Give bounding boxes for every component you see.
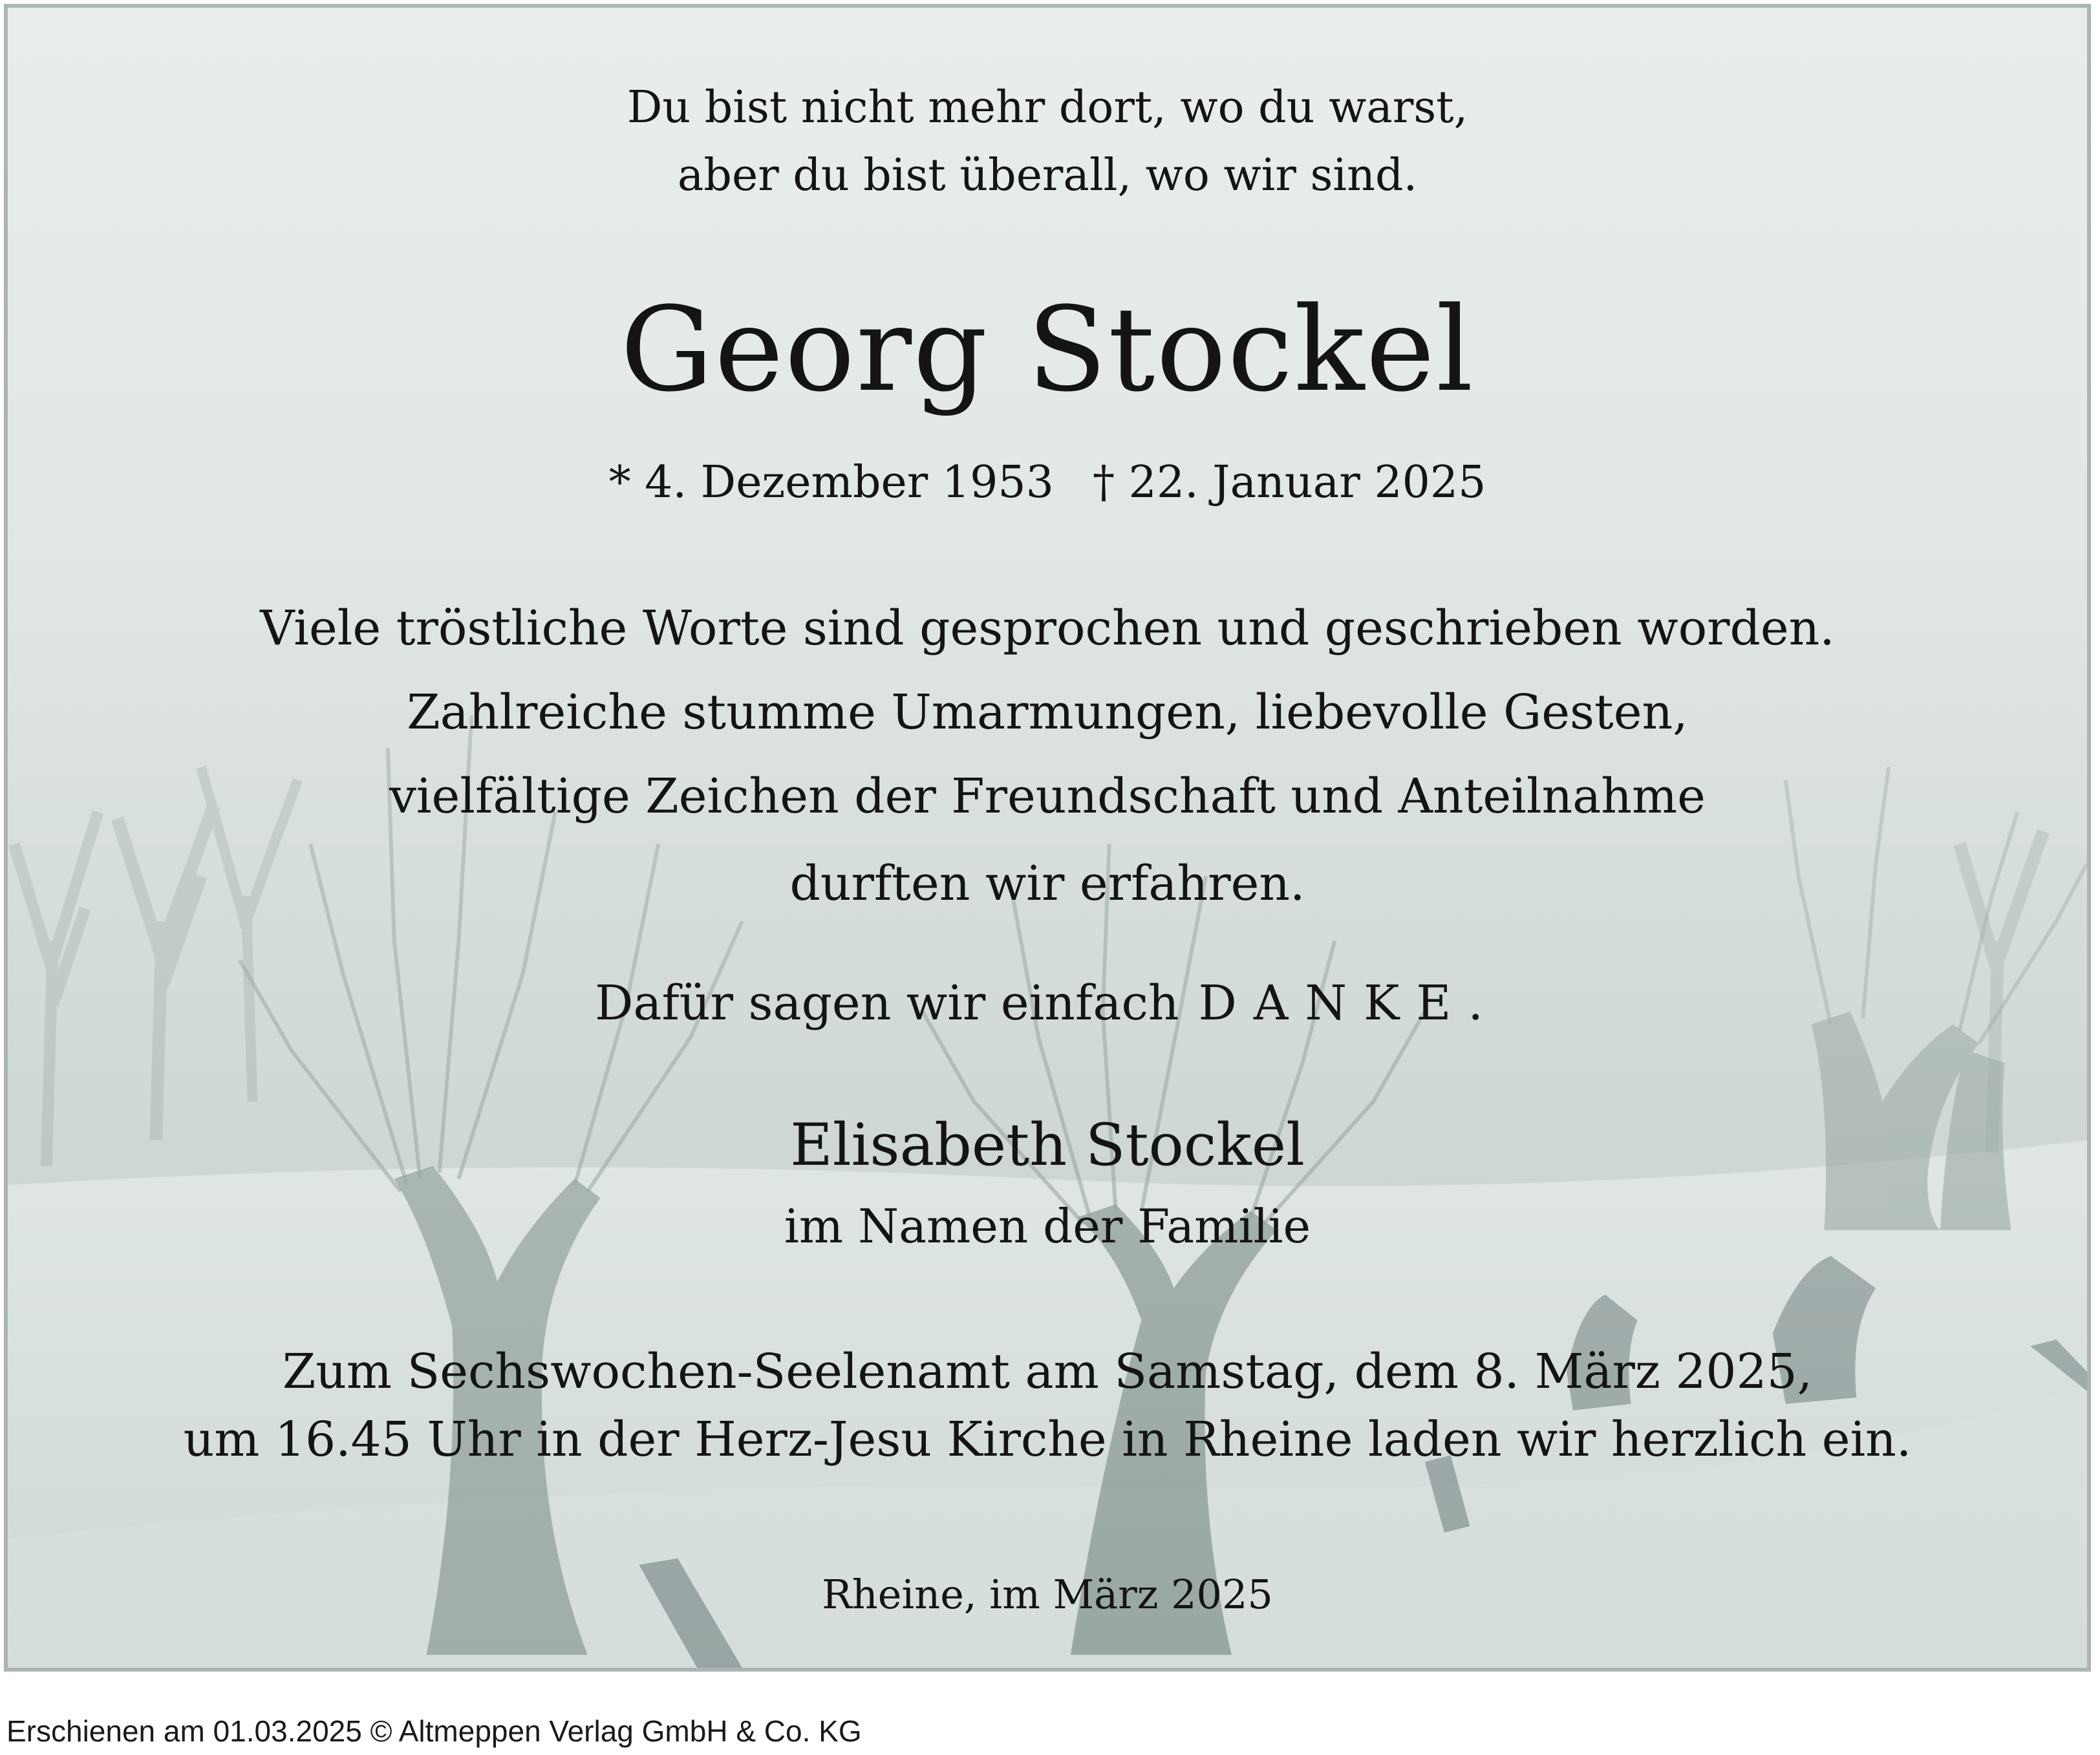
body-line-2: Zahlreiche stumme Umarmungen, liebevolle Gesten, (407, 685, 1688, 740)
signer-role: im Namen der Familie (784, 1199, 1311, 1253)
life-dates (8, 454, 2087, 512)
mass-line-1: Zum Sechswochen-Seelenamt am Samstag, dem 8. März 2025, (282, 1344, 1813, 1399)
body-line-3: vielfältige Zeichen der Freundschaft und Anteilnahme (389, 769, 1706, 824)
signer-name: Elisabeth Stockel (790, 1111, 1305, 1179)
thanks-word: DANKE. (1198, 975, 1500, 1031)
mass-line-2: um 16.45 Uhr in der Herz-Jesu Kirche in Rheine laden wir herzlich ein. (183, 1412, 1912, 1467)
death-date: † 22. Januar 2025 (1092, 457, 1486, 508)
place-date: Rheine, im März 2025 (822, 1571, 1273, 1618)
birth-date: * 4. Dezember 1953 (608, 457, 1054, 508)
deceased-name: Georg Stockel (620, 282, 1475, 418)
body-line-1: Viele tröstliche Worte sind gesprochen und geschrieben worden. (260, 601, 1835, 656)
obituary-notice (4, 4, 2091, 1672)
body-line-4: durften wir erfahren. (789, 856, 1305, 911)
thanks-line (8, 971, 2087, 1036)
motto-line-2: aber du bist überall, wo wir sind. (677, 150, 1418, 201)
notice-text (8, 8, 2087, 1668)
publication-footer: Erschienen am 01.03.2025 © Altmeppen Verlag GmbH & Co. KG (6, 1714, 862, 1748)
motto-line-1: Du bist nicht mehr dort, wo du warst, (627, 82, 1468, 133)
thanks-prefix: Dafür sagen wir einfach (595, 975, 1179, 1031)
